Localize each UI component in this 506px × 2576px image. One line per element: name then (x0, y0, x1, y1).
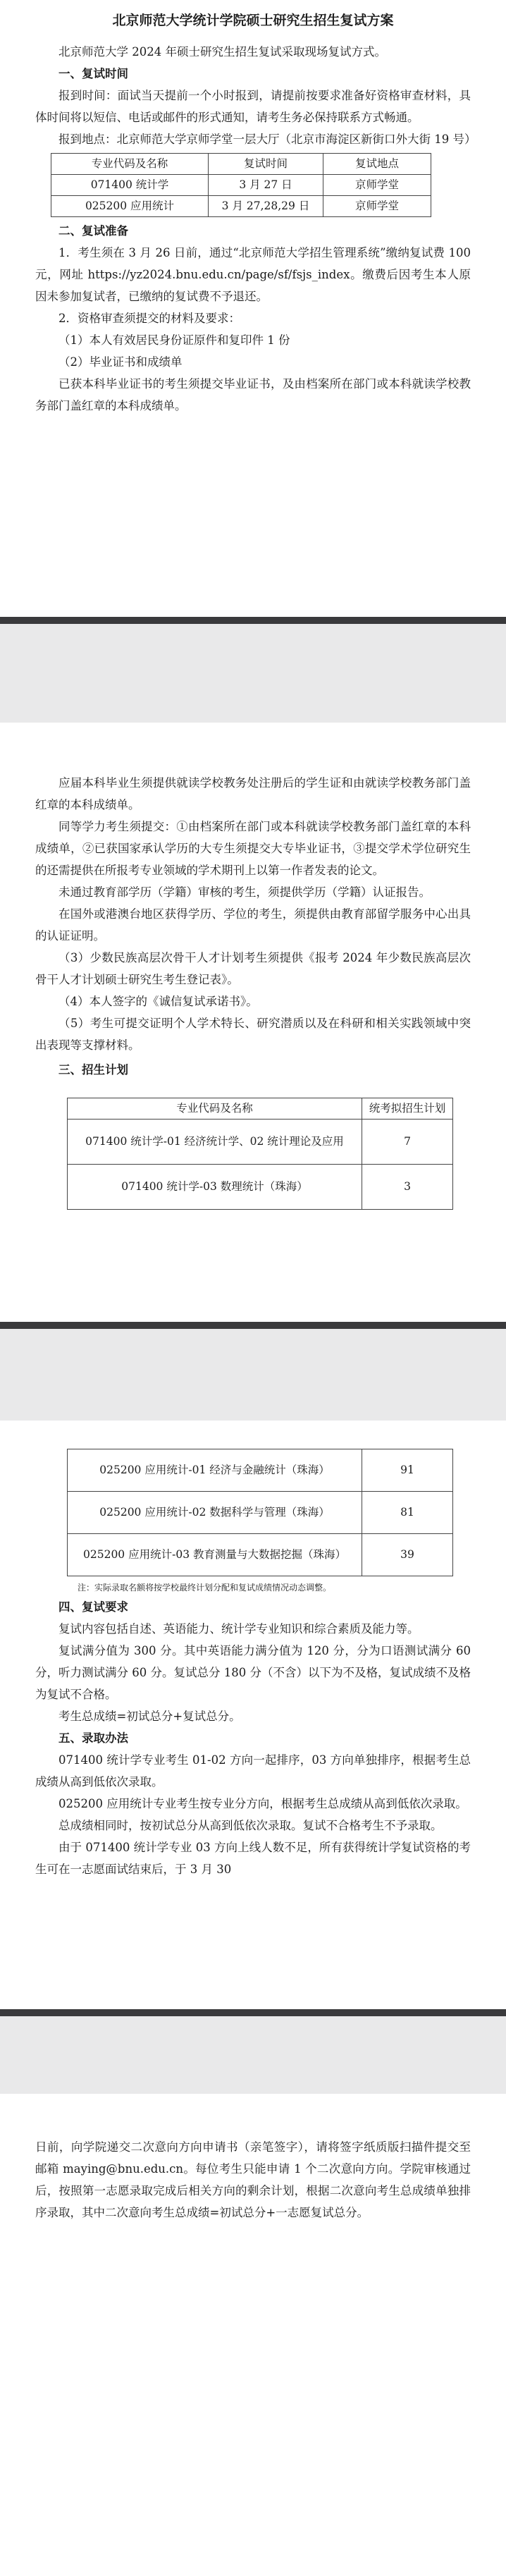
section-heading: 四、复试要求 (58, 1600, 128, 1614)
paragraph: 2．资格审查须提交的材料及要求： (58, 312, 240, 325)
paragraph: 071400 统计学专业考生 01-02 方向一起排序，03 方向单独排序，根据考生总成绩从高到低依次录取。 (35, 1753, 471, 1789)
paragraph: 日前，向学院递交二次意向方向申请书（亲笔签字），请将签字纸质版扫描件提交至邮箱 maying@bnu.edu.cn。每位考生只能申请 1 个二次意向方向。学院审核通过后，按照第一志愿录取完成后相关方向的剩余计划，根据二次意向考生总成绩单独排序录取，其中二次意向考生总成绩=初试总分+一志愿复试总分。 (35, 2140, 471, 2219)
paragraph: 报到时间：面试当天提前一个小时报到，请提前按要求准备好资格审查材料，具体时间将以短信、电话或邮件的形式通知，请考生务必保持联系方式畅通。 (35, 89, 471, 124)
paragraph: 由于 071400 统计学专业 03 方向上线人数不足，所有获得统计学复试资格的考生可在一志愿面试结束后，于 3 月 30 (35, 1841, 471, 1876)
table-note: 注：实际录取名额将按学校最终计划分配和复试成绩情况动态调整。 (78, 1583, 332, 1593)
paragraph: 报到地点：北京师范大学京师学堂一层大厅（北京市海淀区新街口外大街 19 号） (58, 133, 476, 146)
table-cell: 025200 应用统计 (51, 196, 209, 217)
table-header-cell: 复试地点 (323, 154, 431, 175)
table-cell: 81 (362, 1492, 453, 1534)
document-page-1 (0, 0, 506, 617)
table-row (68, 1492, 453, 1534)
table-cell: 3 月 27,28,29 日 (209, 196, 323, 217)
table-cell: 7 (362, 1120, 453, 1165)
section-heading: 二、复试准备 (58, 224, 128, 238)
paragraph: 未通过教育部学历（学籍）审核的考生，须提供学历（学籍）认证报告。 (58, 885, 431, 899)
table-header-cell: 专业代码及名称 (51, 154, 209, 175)
paragraph: 在国外或港澳台地区获得学历、学位的考生，须提供由教育部留学服务中心出具的认证证明。 (35, 907, 471, 943)
table-header-cell: 统考拟招生计划 (362, 1098, 453, 1120)
section-heading: 五、录取办法 (58, 1731, 128, 1745)
table-cell: 071400 统计学 (51, 175, 209, 196)
paragraph: 应届本科毕业生须提供就读学校教务处注册后的学生证和由就读学校教务部门盖红章的本科成绩单。 (35, 776, 471, 811)
document-page-4 (0, 2094, 506, 2576)
table-cell: 025200 应用统计-03 教育测量与大数据挖掘（珠海） (68, 1534, 362, 1576)
table-row (68, 1120, 453, 1165)
table-header-row (51, 154, 431, 175)
enrollment-plan-table-continued (67, 1449, 453, 1576)
table-cell: 3 月 27 日 (209, 175, 323, 196)
paragraph: 复试内容包括自述、英语能力、统计学专业知识和综合素质及能力等。 (58, 1622, 419, 1636)
paragraph: （5）考生可提交证明个人学术特长、研究潜质以及在科研和相关实践领域中突出表现等支撑材料。 (35, 1017, 471, 1052)
document-title: 北京师范大学统计学院硕士研究生招生复试方案 (112, 13, 394, 28)
paragraph: （4）本人签字的《诚信复试承诺书》。 (58, 995, 258, 1008)
paragraph: 考生总成绩=初试总分+复试总分。 (58, 1710, 241, 1723)
paragraph: 总成绩相同时，按初试总分从高到低依次录取。复试不合格考生不予录取。 (58, 1819, 443, 1832)
table-cell: 025200 应用统计-02 数据科学与管理（珠海） (68, 1492, 362, 1534)
paragraph: （1）本人有效居民身份证原件和复印件 1 份 (58, 333, 290, 347)
table-cell: 39 (362, 1534, 453, 1576)
table-cell: 91 (362, 1449, 453, 1492)
paragraph: 025200 应用统计专业考生按专业分方向，根据考生总成绩从高到低依次录取。 (58, 1797, 467, 1810)
page-gap (0, 1322, 506, 1421)
table-cell: 071400 统计学-03 数理统计（珠海） (68, 1165, 362, 1210)
table-cell: 京师学堂 (323, 196, 431, 217)
paragraph: 1．考生须在 3 月 26 日前，通过“北京师范大学招生管理系统”缴纳复试费 100 元，网址 https://yz2024.bnu.edu.cn/page/sf/fsjs_index。缴费后因考生本人原因未参加复试者，已缴纳的复试费不予退还。 (35, 246, 471, 303)
table-row (51, 175, 431, 196)
table-cell: 京师学堂 (323, 175, 431, 196)
table-cell: 025200 应用统计-01 经济与金融统计（珠海） (68, 1449, 362, 1492)
table-row (68, 1165, 453, 1210)
page-gap (0, 2009, 506, 2094)
table-header-cell: 复试时间 (209, 154, 323, 175)
section-heading: 三、招生计划 (58, 1063, 128, 1077)
schedule-table (51, 153, 431, 217)
document-page-2 (0, 723, 506, 1322)
section-heading: 一、复试时间 (58, 67, 128, 80)
enrollment-plan-table (67, 1098, 453, 1210)
page-gap (0, 617, 506, 723)
table-row (68, 1534, 453, 1576)
table-cell: 3 (362, 1165, 453, 1210)
table-header-cell: 专业代码及名称 (68, 1098, 362, 1120)
table-header-row (68, 1098, 453, 1120)
table-row (68, 1449, 453, 1492)
paragraph: 已获本科毕业证书的考生须提交毕业证书，及由档案所在部门或本科就读学校教务部门盖红章的本科成绩单。 (35, 377, 471, 412)
intro-paragraph: 北京师范大学 2024 年硕士研究生招生复试采取现场复试方式。 (58, 45, 386, 59)
document-page-3 (0, 1421, 506, 2009)
paragraph: 同等学力考生须提交：①由档案所在部门或本科就读学校教务部门盖红章的本科成绩单，②已获国家承认学历的大专生须提交大专毕业证书，③提交学术学位研究生的还需提供在所报考专业领域的学术期刊上以第一作者发表的论文。 (35, 820, 471, 877)
table-row (51, 196, 431, 217)
paragraph: （3）少数民族高层次骨干人才计划考生须提供《报考 2024 年少数民族高层次骨干人才计划硕士研究生考生登记表》。 (35, 951, 471, 986)
paragraph: 复试满分值为 300 分。其中英语能力满分值为 120 分，分为口语测试满分 60 分，听力测试满分 60 分。复试总分 180 分（不含）以下为不及格，复试成绩不及格为复试不合格。 (35, 1644, 471, 1701)
paragraph: （2）毕业证书和成绩单 (58, 355, 183, 369)
table-cell: 071400 统计学-01 经济统计学、02 统计理论及应用 (68, 1120, 362, 1165)
